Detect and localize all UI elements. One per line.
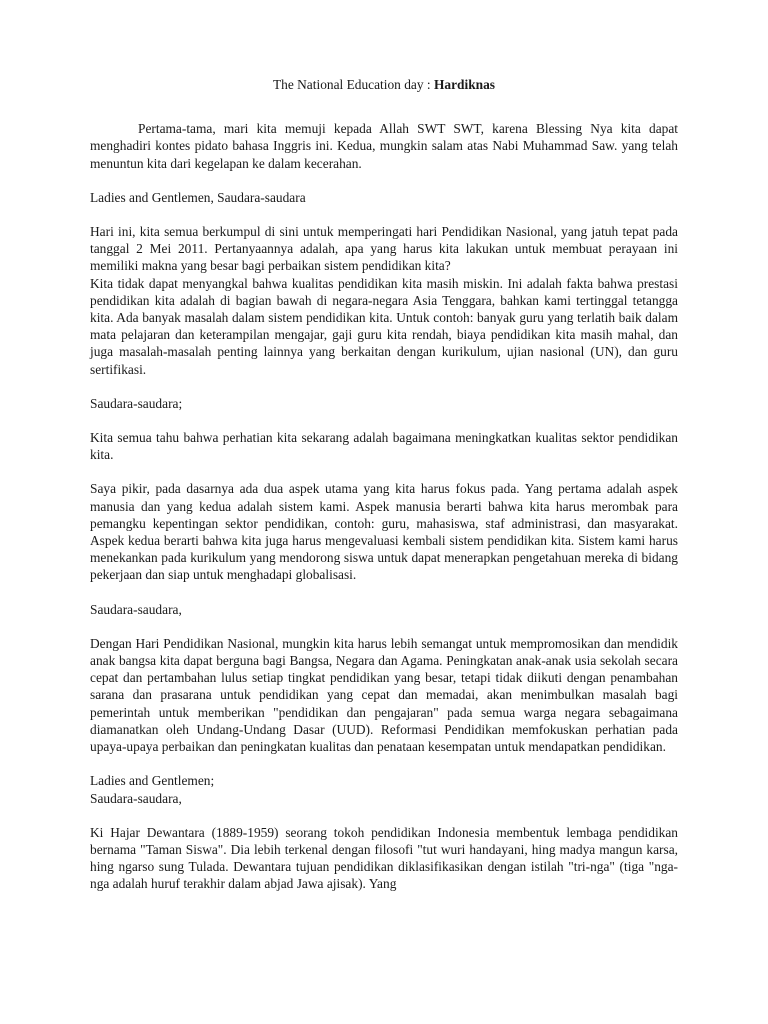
opening-paragraph: Pertama-tama, mari kita memuji kepada Allah SWT SWT, karena Blessing Nya kita dapat menghadiri kontes pidato bahasa Inggris ini. Kedua, mungkin salam atas Nabi Muhammad Saw. yang telah menuntun kita dari kegelapan ke dalam kecerahan.: [90, 121, 678, 171]
salutation-ladies-gentlemen-2: Ladies and Gentlemen;: [90, 773, 215, 789]
paragraph-two-aspects: Saya pikir, pada dasarnya ada dua aspek utama yang kita harus fokus pada. Yang pertama adalah aspek manusia dan yang kedua adalah sistem kami. Aspek manusia berarti bahwa kita harus merombak para pemangku kepentingan sektor pendidikan, contoh: guru, mahasiswa, staf administrasi, dan masyarakat. Aspek kedua berarti bahwa kita juga harus mengevaluasi kembali sistem pendidikan kita. Sistem kami harus menekankan pada kurikulum yang mendorong siswa untuk dapat menerapkan pengetahuan mereka di bidang pekerjaan dan siap untuk menghadapi globalisasi.: [90, 481, 678, 583]
paragraph-improve-quality: Kita semua tahu bahwa perhatian kita sekarang adalah bagaimana meningkatkan kualitas sektor pendidikan kita.: [90, 430, 678, 463]
paragraph-national-education-day: Hari ini, kita semua berkumpul di sini untuk memperingati hari Pendidikan Nasional, yang jatuh tepat pada tanggal 2 Mei 2011. Pertanyaannya adalah, apa yang harus kita lakukan untuk membuat perayaan ini memiliki makna yang besar bagi perbaikan sistem pendidikan kita?: [90, 224, 678, 274]
salutation-saudara-3: Saudara-saudara,: [90, 790, 182, 806]
paragraph-education-problems: Kita tidak dapat menyangkal bahwa kualitas pendidikan kita masih miskin. Ini adalah fakta bahwa prestasi pendidikan kita adalah di bagian bawah di negara-negara Asia Tenggara, bahkan kami tertinggal tetangga kita. Ada banyak masalah dalam sistem pendidikan kita. Untuk contoh: banyak guru yang terlatih baik dalam mata pelajaran dan keterampilan mengajar, gaji guru kita rendah, biaya pendidikan kita masih mahal, dan juga masalah-masalah penting lainnya yang berkaitan dengan kurikulum, ujian nasional (UN), dan guru sertifikasi.: [90, 275, 678, 377]
paragraph-education-reform: Dengan Hari Pendidikan Nasional, mungkin kita harus lebih semangat untuk mempromosikan dan mendidik anak bangsa kita dapat berguna bagi Bangsa, Negara dan Agama. Peningkatan anak-anak usia sekolah secara cepat dan pertambahan lulus setiap tingkat pendidikan yang besar, tetapi tidak diikuti dengan penambahan sarana dan prasarana untuk pendidikan yang cepat dan memadai, akan menimbulkan masalah bagi pemerintah untuk memberikan "pendidikan dan pengajaran" pada semua warga negara sebagaimana diamanatkan oleh Undang-Undang Dasar (UUD). Reformasi Pendidikan memfokuskan perhatian pada upaya-upaya perbaikan dan peningkatan kualitas dan penataan kesempatan untuk mendapatkan pendidikan.: [90, 635, 678, 755]
document-title: [90, 76, 678, 93]
salutation-saudara-1: Saudara-saudara;: [90, 395, 183, 411]
salutation-block: [90, 772, 678, 806]
paragraph-ki-hajar-dewantara: Ki Hajar Dewantara (1889-1959) seorang tokoh pendidikan Indonesia membentuk lembaga pendidikan bernama "Taman Siswa". Dia lebih terkenal dengan filosofi "tut wuri handayani, hing madya mangun karsa, hing ngarso sung Tulada. Dewantara tujuan pendidikan diklasifikasikan dengan istilah "tri-nga" (tiga "nga-nga adalah huruf terakhir dalam abjad Jawa ajisak). Yang: [90, 824, 678, 892]
salutation-ladies-gentlemen: Ladies and Gentlemen, Saudara-saudara: [90, 189, 306, 205]
document-body: [90, 76, 678, 892]
salutation-saudara-2: Saudara-saudara,: [90, 601, 182, 617]
title-text: The National Education day :: [272, 77, 434, 92]
title-bold-text: Hardiknas: [433, 77, 496, 92]
